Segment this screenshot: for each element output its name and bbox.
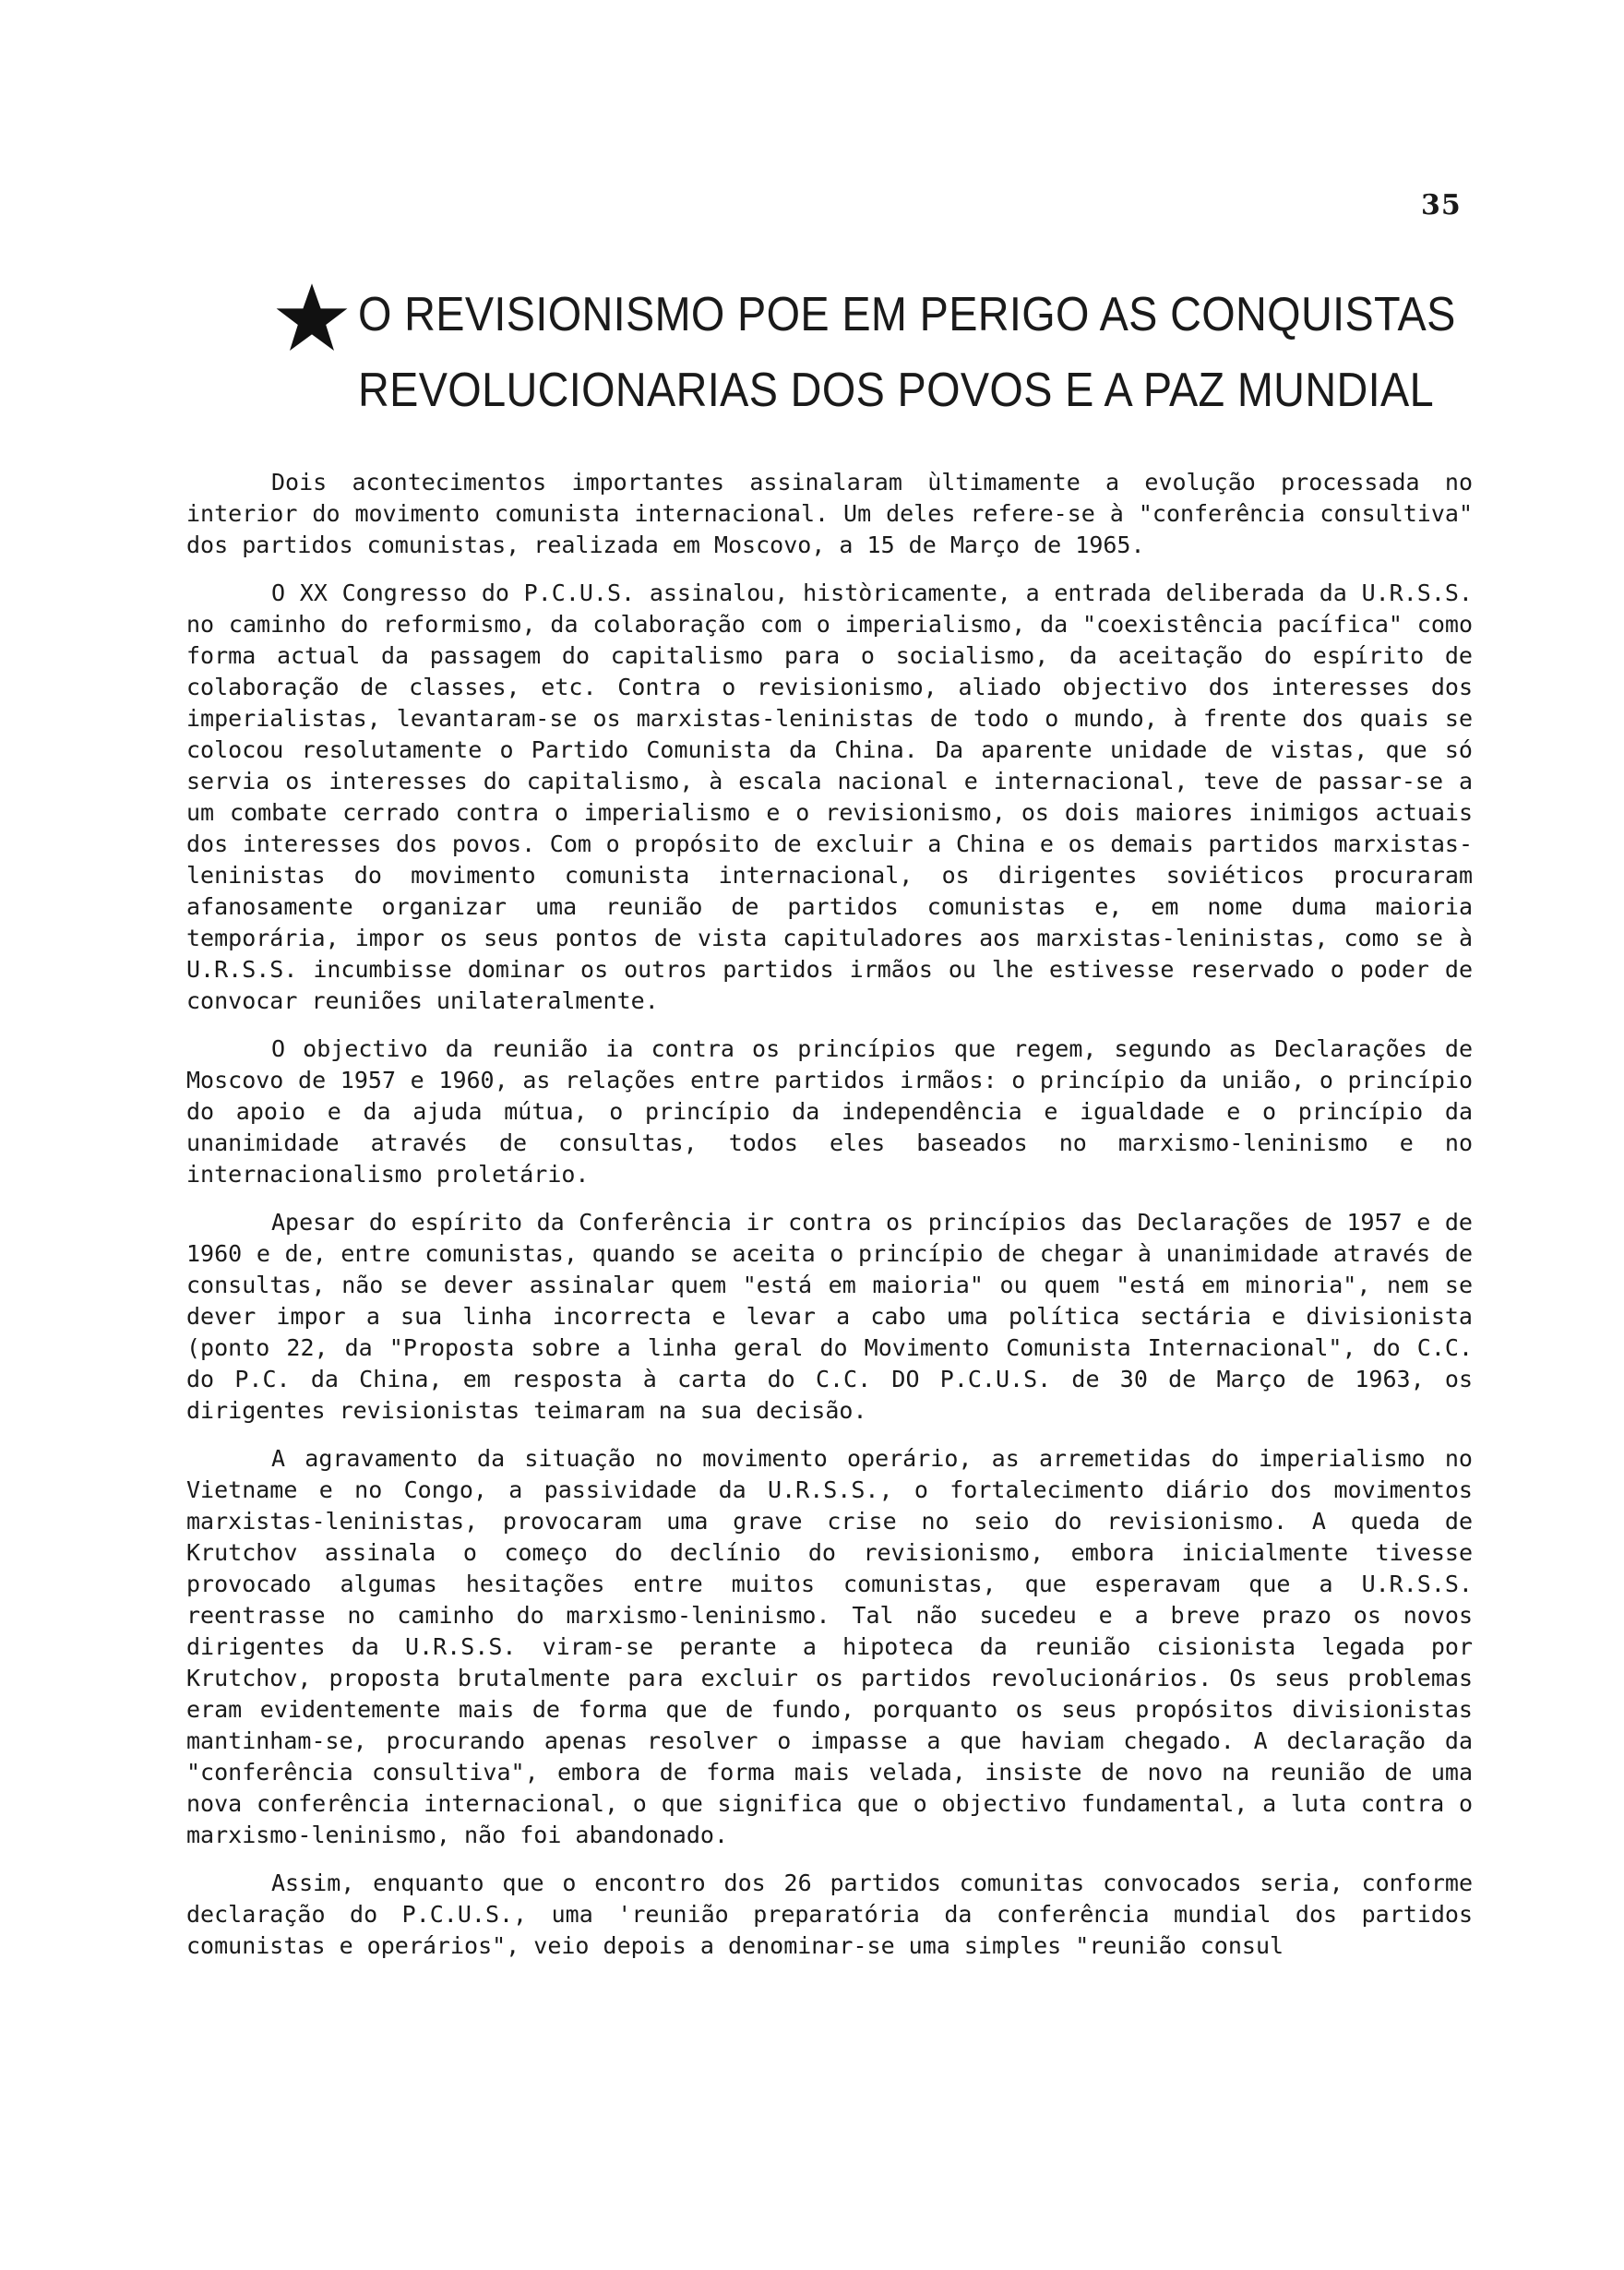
page-number: 35 [1421, 189, 1462, 221]
paragraph-3: O objectivo da reunião ia contra os princípios que regem, segundo as Declarações de Moscovo de 1957 e 1960, as relações entre partidos irmãos: o princípio da união, o princípio do apoio e da ajuda mútua, o princípio da independência e igualdade e o princípio da unanimidade através de consultas, todos eles baseados no marxismo-leninismo e no internacionalismo proletário. [186, 1035, 1473, 1188]
star-icon [275, 281, 349, 354]
paragraph-4: Apesar do espírito da Conferência ir contra os princípios das Declarações de 1957 e de 1960 e de, entre comunistas, quando se aceita o princípio de chegar à unanimidade através de consultas, não se dever assinalar quem "está em maioria" ou quem "está em minoria", nem se dever impor a sua linha incorrecta e levar a cabo uma política sectária e divisionista (ponto 22, da "Proposta sobre a linha geral do Movimento Comunista Internacional", do C.C. do P.C. da China, em resposta à carta do C.C. DO P.C.U.S. de 30 de Março de 1963, os dirigentes revisionistas teimaram na sua decisão. [186, 1209, 1473, 1424]
article-body [186, 467, 1473, 1962]
paragraph-6: Assim, enquanto que o encontro dos 26 partidos comunitas convocados seria, conforme declaração do P.C.U.S., uma 'reunião preparatória da conferência mundial dos partidos comunistas e operários", veio depois a denominar-se uma simples "reunião consul [186, 1870, 1473, 1959]
article-title [275, 277, 1502, 428]
paragraph-1: Dois acontecimentos importantes assinalaram ùltimamente a evolução processada no interior do movimento comunista internacional. Um deles refere-se à "conferência consultiva" dos partidos comunistas, realizada em Moscovo, a 15 de Março de 1965. [186, 469, 1473, 558]
paragraph-2: O XX Congresso do P.C.U.S. assinalou, històricamente, a entrada deliberada da U.R.S.S. no caminho do reformismo, da colaboração com o imperialismo, da "coexistência pacífica" como forma actual da passagem do capitalismo para o socialismo, da aceitação do espírito de colaboração de classes, etc. Contra o revisionismo, aliado objectivo dos interesses dos imperialistas, levantaram-se os marxistas-leninistas de todo o mundo, à frente dos quais se colocou resolutamente o Partido Comunista da China. Da aparente unidade de vistas, que só servia os interesses do capitalismo, à escala nacional e internacional, teve de passar-se a um combate cerrado contra o imperialismo e o revisionismo, os dois maiores inimigos actuais dos interesses dos povos. Com o propósito de excluir a China e os demais partidos marxistas-leninistas do movimento comunista internacional, os dirigentes soviéticos procuraram afanosamente organizar uma reunião de partidos comunistas e, em nome duma maioria temporária, impor os seus pontos de vista capituladores aos marxistas-leninistas, como se à U.R.S.S. incumbisse dominar os outros partidos irmãos ou lhe estivesse reservado o poder de convocar reuniões unilateralmente. [186, 579, 1473, 1014]
title-line-2: REVOLUCIONARIAS DOS POVOS E A PAZ MUNDIAL [358, 364, 1434, 417]
paragraph-5: A agravamento da situação no movimento operário, as arremetidas do imperialismo no Vietname e no Congo, a passividade da U.R.S.S., o fortalecimento diário dos movimentos marxistas-leninistas, provocaram uma grave crise no seio do revisionismo. A queda de Krutchov assinala o começo do declínio do revisionismo, embora inicialmente tivesse provocado algumas hesitações entre muitos comunistas, que esperavam que a U.R.S.S. reentrasse no caminho do marxismo-leninismo. Tal não sucedeu e a breve prazo os novos dirigentes da U.R.S.S. viram-se perante a hipoteca da reunião cisionista legada por Krutchov, proposta brutalmente para excluir os partidos revolucionários. Os seus problemas eram evidentemente mais de forma que de fundo, porquanto os seus propósitos divisionistas mantinham-se, procurando apenas resolver o impasse a que haviam chegado. A declaração da "conferência consultiva", embora de forma mais velada, insiste de novo na reunião de uma nova conferência internacional, o que significa que o objectivo fundamental, a luta contra o marxismo-leninismo, não foi abandonado. [186, 1445, 1473, 1848]
title-line-1: O REVISIONISMO POE EM PERIGO AS CONQUISTAS [358, 288, 1456, 341]
